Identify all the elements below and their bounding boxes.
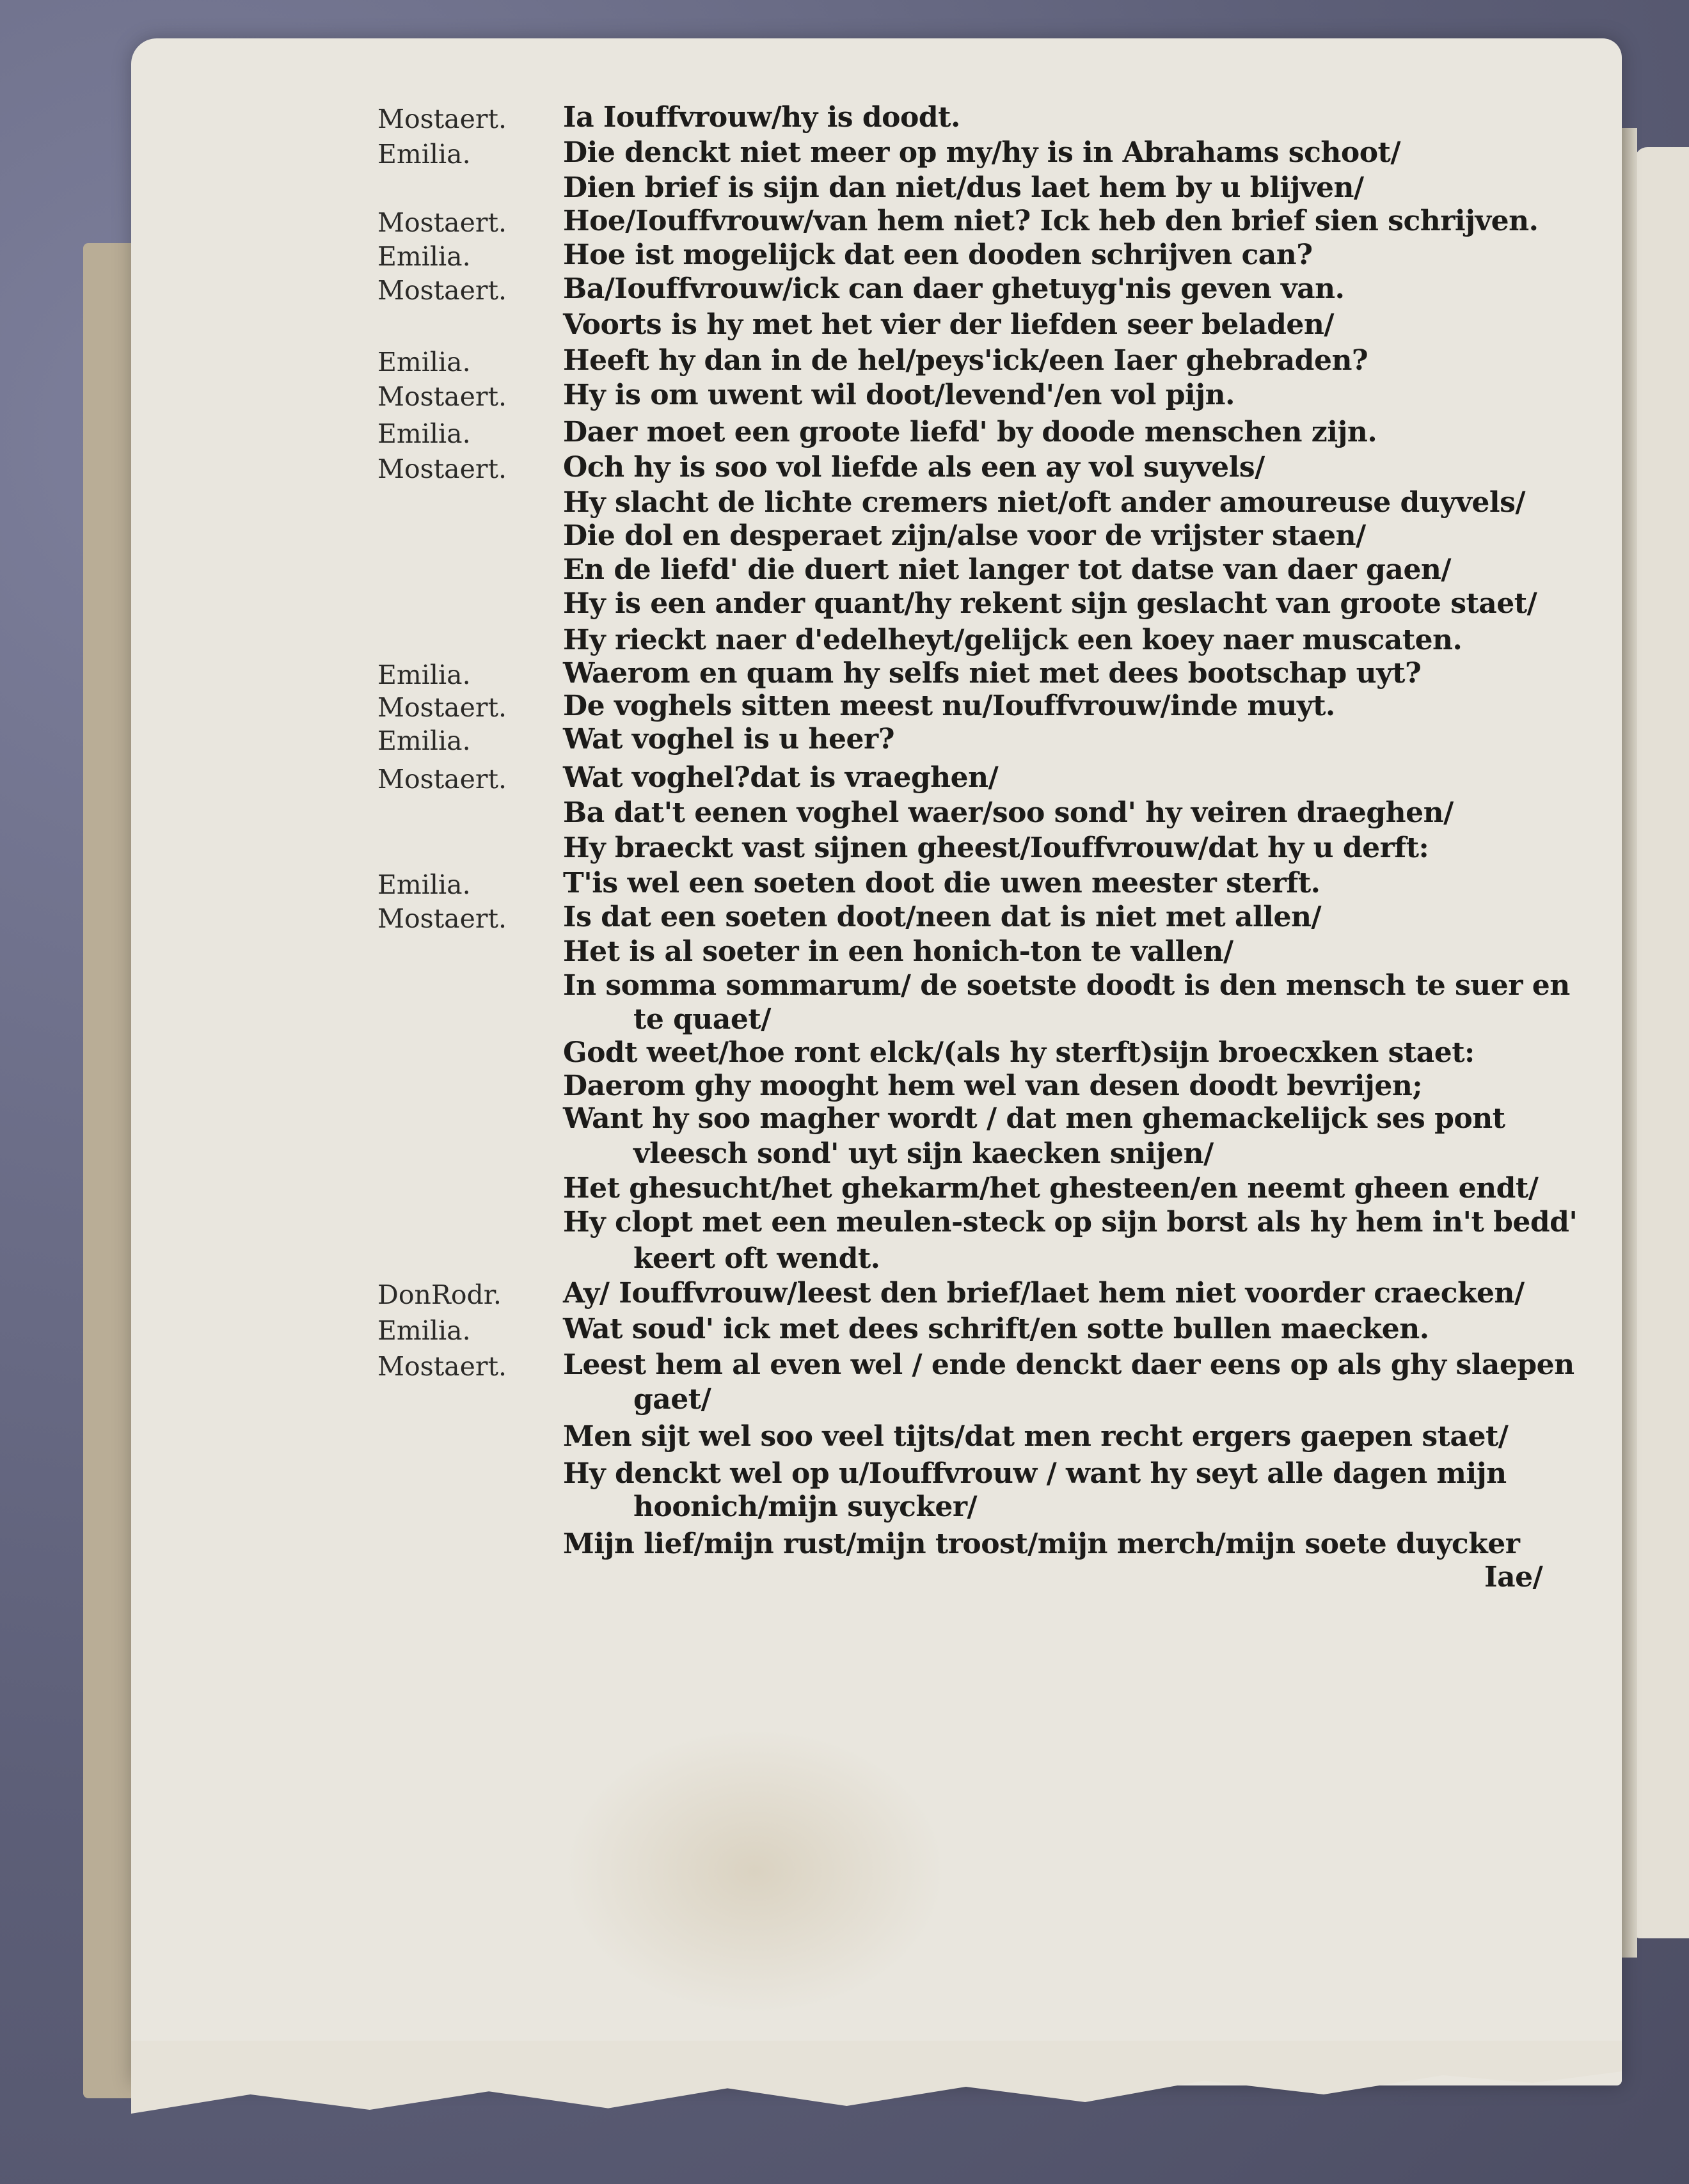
verse-line: keert oft wendt. [633,1242,880,1275]
verse-line: Ba/Iouffvrouw/ick can daer ghetuyg'nis geven van. [563,273,1345,305]
verse-line: Hy denckt wel op u/Iouffvrouw / want hy seyt alle dagen mijn [563,1457,1507,1490]
verse-line: Hy rieckt naer d'edelheyt/gelijck een koey naer muscaten. [563,624,1463,656]
speaker-name: Emilia. [377,347,471,377]
verse-line: Hy is om uwent wil doot/levend'/en vol pijn. [563,379,1235,411]
verse-line: te quaet/ [633,1003,771,1036]
speaker-name: Emilia. [377,241,471,272]
verse-line: Godt weet/hoe ront elck/(als hy sterft)sijn broecxken staet: [563,1036,1475,1069]
speaker-name: Mostaert. [377,381,507,412]
speaker-name: Mostaert. [377,207,507,238]
speaker-name: Emilia. [377,139,471,170]
speaker-name: Emilia. [377,725,471,756]
verse-line: Hoe ist mogelijck dat een dooden schrijven can? [563,239,1313,271]
speaker-name: Mostaert. [377,764,507,795]
speaker-name: Mostaert. [377,903,507,934]
verse-line: Die denckt niet meer op my/hy is in Abrahams schoot/ [563,136,1400,169]
speaker-name: Emilia. [377,660,471,690]
verse-line: Hoe/Iouffvrouw/van hem niet? Ick heb den brief sien schrijven. [563,205,1539,237]
verse-line: De voghels sitten meest nu/Iouffvrouw/inde muyt. [563,690,1335,722]
verse-line: Heeft hy dan in de hel/peys'ick/een Iaer ghebraden? [563,344,1368,377]
verse-line: En de liefd' die duert niet langer tot datse van daer gaen/ [563,553,1451,586]
verse-line: Dien brief is sijn dan niet/dus laet hem by u blijven/ [563,171,1364,204]
verse-line: Men sijt wel soo veel tijts/dat men recht ergers gaepen staet/ [563,1420,1509,1453]
verse-line: Het ghesucht/het ghekarm/het ghesteen/en neemt gheen endt/ [563,1172,1539,1205]
verse-line: Ia Iouffvrouw/hy is doodt. [563,101,960,134]
verse-line: Die dol en desperaet zijn/alse voor de vrijster staen/ [563,519,1366,552]
speaker-name: Mostaert. [377,454,507,484]
speaker-name: Emilia. [377,869,471,900]
verse-line: vleesch sond' uyt sijn kaecken snijen/ [633,1137,1214,1170]
verse-line: Ba dat't eenen voghel waer/soo sond' hy veiren draeghen/ [563,796,1454,829]
verse-line: Wat voghel?dat is vraeghen/ [563,761,999,794]
verse-line: Hy slacht de lichte cremers niet/oft ander amoureuse duyvels/ [563,486,1525,519]
speaker-name: Mostaert. [377,692,507,723]
verse-line: Wat voghel is u heer? [563,723,894,756]
verse-line: Voorts is hy met het vier der liefden seer beladen/ [563,308,1334,341]
speaker-name: Emilia. [377,418,471,449]
verse-line: Daerom ghy mooght hem wel van desen doodt bevrijen; [563,1070,1423,1102]
verse-line: Wat soud' ick met dees schrift/en sotte bullen maecken. [563,1313,1429,1345]
verse-line: Daer moet een groote liefd' by doode menschen zijn. [563,416,1377,448]
catchword: Iae/ [1484,1561,1543,1594]
verse-line: Mijn lief/mijn rust/mijn troost/mijn merch/mijn soete duycker [563,1528,1520,1560]
verse-line: Hy braeckt vast sijnen gheest/Iouffvrouw/dat hy u derft: [563,832,1429,864]
verse-line: Leest hem al even wel / ende denckt daer eens op als ghy slaepen [563,1349,1574,1381]
speaker-name: Mostaert. [377,275,507,306]
verse-line: Want hy soo magher wordt / dat men ghemackelijck ses pont [563,1102,1505,1135]
verse-line: Waerom en quam hy selfs niet met dees bootschap uyt? [563,657,1422,690]
verse-line: Ay/ Iouffvrouw/leest den brief/laet hem niet voorder craecken/ [563,1277,1525,1310]
verse-line: T'is wel een soeten doot die uwen meester sterft. [563,867,1320,899]
speaker-name: Mostaert. [377,104,507,134]
speaker-name: Mostaert. [377,1351,507,1382]
verse-line: Is dat een soeten doot/neen dat is niet met allen/ [563,901,1322,933]
verse-line: hoonich/mijn suycker/ [633,1491,978,1523]
speaker-name: DonRodr. [377,1279,502,1310]
verse-line: Och hy is soo vol liefde als een ay vol suyvels/ [563,451,1265,484]
speaker-name: Emilia. [377,1315,471,1346]
verse-line: In somma sommarum/ de soetste doodt is den mensch te suer en [563,969,1570,1002]
verse-line: Het is al soeter in een honich-ton te vallen/ [563,935,1233,968]
verse-line: gaet/ [633,1383,711,1416]
verse-line: Hy is een ander quant/hy rekent sijn geslacht van groote staet/ [563,587,1537,620]
verse-line: Hy clopt met een meulen-steck op sijn borst als hy hem in't bedd' [563,1206,1578,1238]
